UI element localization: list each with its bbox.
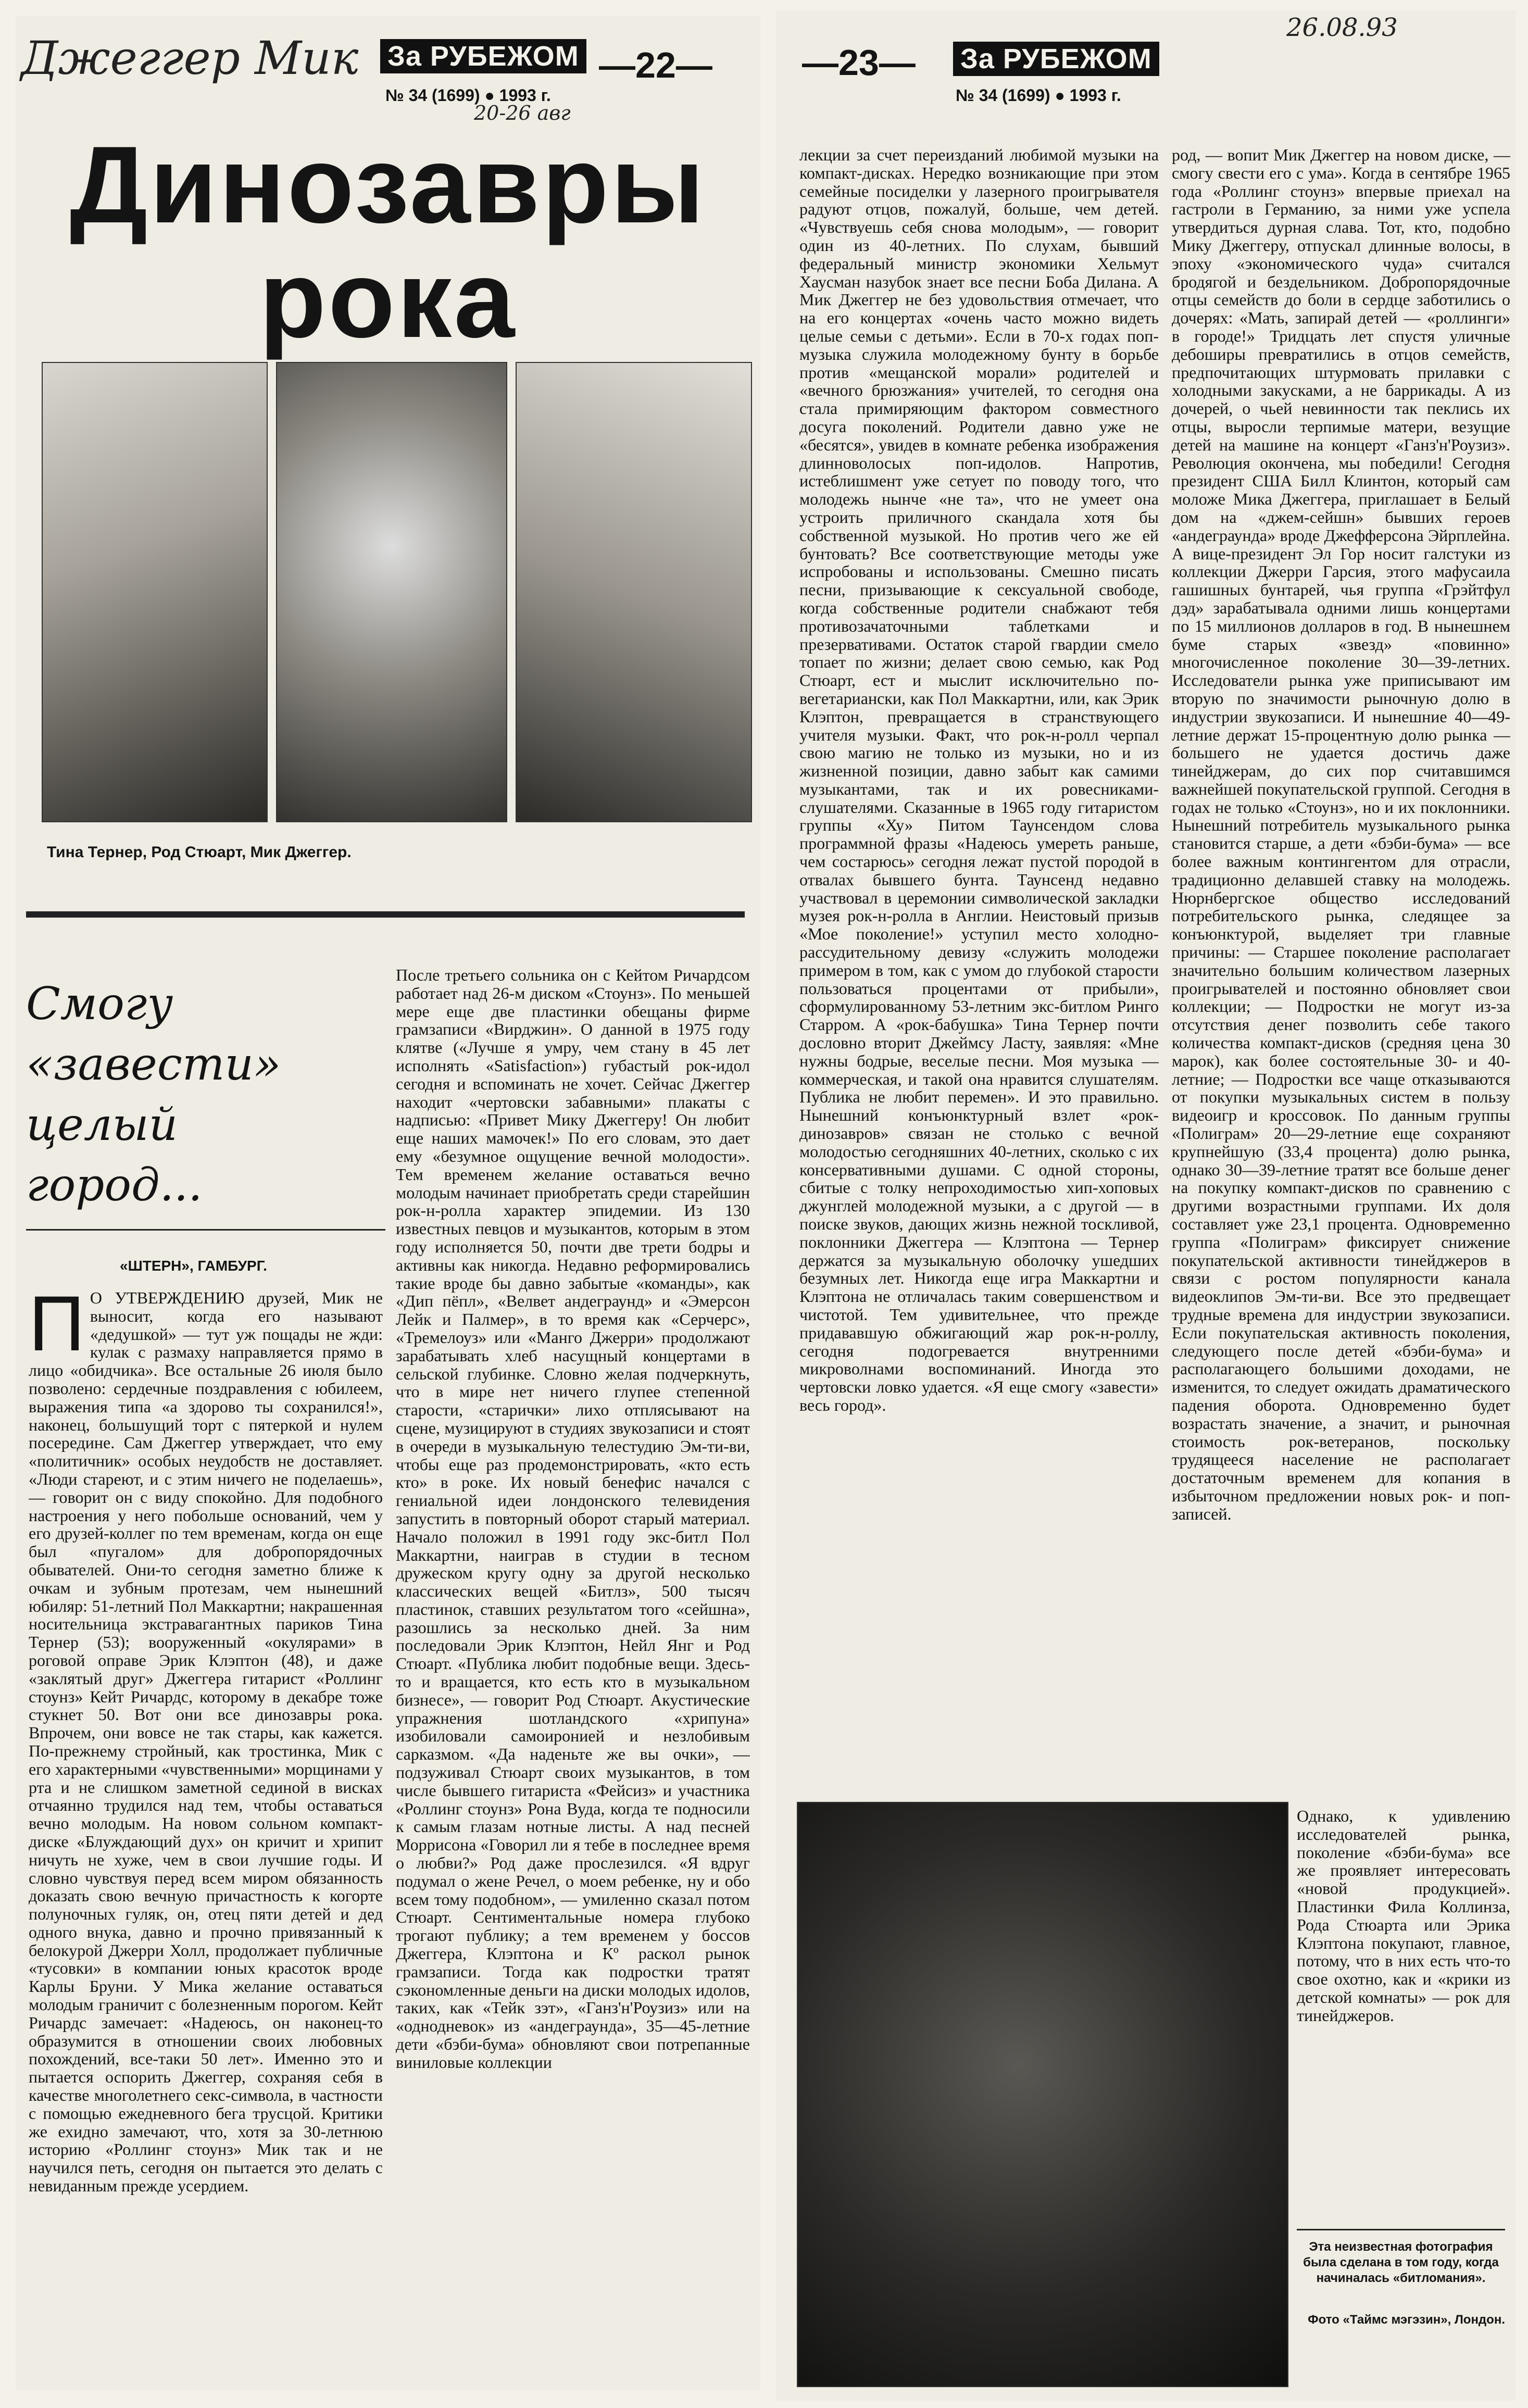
photo-caption: Тина Тернер, Род Стюарт, Мик Джеггер. [47,844,352,861]
subheadline: Смогу «завести» целый город... [26,978,281,1211]
handwritten-date: 26.08.93 [1286,13,1398,42]
left-page [16,16,760,2390]
column-2-text: После третьего сольника он с Кейтом Ричардсом работает над 26-м диском «Стоунз». По меньшей мере еще две пластинки обещаны фирме грамзаписи «Вирджин». О данной в 1975 году клятве («Лучше я умру, чем стану в 45 лет исполнять «Satisfaction») губастый рок-идол сегодня и вспоминать не хочет. Сейчас Джеггер находит «чертовски забавными» плакаты с надписью: «Привет Мику Джеггеру! Он любит еще наших мамочек!» По его словам, это дает ему «безумное ощущение вечной молодости». Тем временем желание оставаться вечно молодым начинает приобретать среди старейшин рок-н-ролла характер эпидемии. Из 130 известных певцов и музыкантов, которым в этом году исполняется 50, почти две трети бодры и активны как никогда. Недавно реформировались такие вроде бы давно забытые «команды», как «Дип пёпл», «Велвет андеграунд» и «Эмерсон Лейк и Палмер», в то время как «Серчерс», «Тремелоуз» или «Манго Джерри» продолжают зарабатывать хлеб насущный концертами в сельской глубинке. Словно желая подчеркнуть, что в мире нет ничего глупее степенной старости, «старички» лихо отплясывают на сцене, музицируют в студиях звукозаписи и стоят в очереди в музыкальную телестудию Эм-ти-ви, чтобы еще раз продемонстрировать, «кто есть кто» в роке. Их новый бенефис начался с гениальной идеи лондонского телевидения запустить в повторный оборот старый материал. Начало положил в 1991 году экс-битл Пол Маккартни, наиграв в студии в тесном дружеском кругу одну за другой несколько классических вещей «Битлз», 500 тысяч пластинок, ставших результатом того «сейшна», разошлись за несколько дней. За ним последовали Эрик Клэптон, Нейл Янг и Род Стюарт. «Публика любит подобные вещи. Здесь-то и вращается, кто есть кто в музыкальном бизнесе», — говорит Род Стюарт. Акустические упражнения шотландского «хрипуна» изобиловали самоиронией и незлобивым сарказмом. «Да наденьте же вы очки», — подзуживал Стюарт своих музыкантов, в том числе бывшего гитариста «Фейсиз» и участника «Роллинг стоунз» Рона Вуда, когда те подносили к самым глазам нотные листы. А над песней Моррисона «Говорил ли я тебе в последнее время о любви?» Род даже прослезился. «Я вдруг подумал о жене Речел, о моем ребенке, ну и обо всем тому подобном», — умиленно сказал потом Стюарт. Сентиментальные номера глубоко трогают публику; а тем временем у боссов Джеггера, Клэптона и Кº раскол рынок грамзаписи. Тогда как подростки тратят сэкономленные деньги на диски молодых идолов, таких, как «Тейк зэт», «Ганз'н'Роузиз» или на «однодневок» из «андеграунда», 35—45-летние дети «бэби-бума» обновляют свои потрепанные виниловые коллекции [396,966,750,2072]
photo-credit: Фото «Таймс мэгэзин», Лондон. [1308,2313,1505,2327]
page-number-left: —22— [599,45,712,85]
masthead-left: За РУБЕЖОМ [380,39,586,73]
section-rule [26,911,745,918]
issue-line-right: № 34 (1699) ● 1993 г. [956,86,1121,105]
source-line: «ШТЕРН», ГАМБУРГ. [120,1258,267,1274]
page-number-right: —23— [802,42,916,83]
photo-rod-stewart [276,362,507,822]
photo-tina-turner [42,362,268,822]
issue-line-left: № 34 (1699) ● 1993 г. [385,86,551,105]
article-column-2 [396,966,750,2382]
source-rule [26,1229,385,1231]
photo-note: Эта неизвестная фотография была сделана в том году, когда начиналась «битломания». [1303,2240,1499,2285]
article-column-1 [29,1289,383,2382]
headline-line1: Динозавры [69,123,707,246]
headline-line2: рока [259,238,517,360]
right-page [776,10,1516,2401]
masthead-right: За РУБЕЖОМ [953,42,1159,76]
handwritten-dates: 20-26 авг [474,102,571,124]
handwritten-name: Джеггер Мик [21,31,359,85]
dropcap: П [29,1289,85,1367]
column-5-text: Однако, к удивлению исследователей рынка, поколение «бэби-бума» все же проявляет интересовать «новой продукцией». Пластинки Фила Коллинза, Рода Стюарта или Эрика Клэптона покупают, главное, потому, что в них есть что-то свое охотно, как и «крики из детской комнаты» — рок для тинейджеров. [1297,1807,1510,2025]
photo-note-rule [1297,2229,1505,2230]
article-column-3 [799,146,1159,1771]
photo-mick-jagger [516,362,752,822]
column-1-text: О УТВЕРЖДЕНИЮ друзей, Мик не выносит, когда его называют «дедушкой» — тут уж пощады не жди: кулак с размаху направляется прямо в лицо «обидчика». Все остальные 26 июля было позволено: сердечные поздравления с юбилеем, выражения типа «а здорово ты сохранился!», наконец, большущий торт с пятеркой и нулем посередине. Сам Джеггер утверждает, что ему «политичник» особых неудобств не доставляет. «Люди стареют, и с этим ничего не поделаешь», — говорит он с виду спокойно. Для подобного настроения у него побольше оснований, чем у его друзей-коллег по тем временам, когда он еще был «пугалом» для добропорядочных обывателей. Они-то сегодня заметно ближе к очкам и зубным протезам, чем нынешний юбиляр: 51-летний Пол Маккартни; накрашенная носительница экстравагантных париков Тина Тернер (53); вооруженный «окулярами» в роговой оправе Эрик Клэптон (48), и даже «заклятый друг» Джеггера гитарист «Роллинг стоунз» Кейт Ричардс, которому в декабре тоже стукнет 50. Вот они все динозавры рока. Впрочем, они вовсе не так стары, как кажется. По-прежнему стройный, как тростинка, Мик с его характерными «чувственными» морщинами у рта и не слишком заметной сединой в висках отчаянно трудился над тем, чтобы оставаться вечно молодым. На новом сольном компакт-диске «Блуждающий дух» он кричит и хрипит ничуть не хуже, чем в свои лучшие годы. И словно чувствуя перед всем миром обязанность доказать свою вечную причастность к когорте полуночных гуляк, он, отец пяти детей и дед одного внука, давно и прочно привязанный к белокурой Джерри Холл, продолжает публичные «тусовки» в компании юных красоток вроде Карлы Бруни. У Мика желание оставаться молодым граничит с болезненным порогом. Кейт Ричардс замечает: «Надеюсь, он наконец-то образумится в отношении своих любовных похождений, все-таки 50 лет». Именно это и пытается оспорить Джеггер, сохраняя себя в качестве многолетнего секс-символа, в частности с помощью ежедневного бега трусцой. Критики же ехидно замечают, что, хотя за 30-летнюю историю «Роллинг стоунз» Мик так и не научился петь, сегодня он пытается это делать с невиданным прежде усердием. [29,1289,383,2196]
column-4-text: род, — вопит Мик Джеггер на новом диске, — смогу свести его с ума». Когда в сентябре 1965 года «Роллинг стоунз» впервые приехал на гастроли в Германию, за ними уже успела утвердиться дурная слава. Тот, кто, подобно Мику Джеггеру, отпускал длинные волосы, в эпоху «экономического чуда» считался бродягой и бездельником. Добропорядочные отцы семейств до боли в сердце заботились о дочерях: «Мать, запирай детей — «роллинги» в городе!» Тридцать лет спустя уличные дебоширы превратились в отцов семейств, предпочитающих штурмовать прилавки с холодными закусками, а не баррикады. А из дочерей, о чьей невинности так пеклись их отцы, выросли терпимые матери, везущие детей на машине на концерт «Ганз'н'Роузиз». Революция окончена, мы победили! Сегодня президент США Билл Клинтон, который сам моложе Мика Джеггера, приглашает в Белый дом на «джем-сейшн» бывших героев «андеграунда» вроде Джефферсона Эйрплейна. А вице-президент Эл Гор носит галстуки из коллекции Джерри Гарсия, этого мафусаила гашишных бунтарей, чья группа «Грэйтфул дэд» зарабатывала одними лишь концертами по 15 миллионов долларов в год. В нынешнем буме старых «звезд» «повинно» многочисленное поколение 30—39-летних. Исследователи рынка уже приписывают им вторую по значимости рыночную долю в индустрии звукозаписи. И нынешние 40—49-летние держат 15-процентную долю рынка — большего не удается достичь даже тинейджерам, до сих пор считавшимся важнейшей покупательской группой. Сегодня в годах не только «Стоунз», но и их поклонники. Нынешний потребитель музыкального рынка становится старше, а дети «бэби-бума» — все более важным контингентом для отрасли, традиционно делавшей ставку на молодежь. Нюрнбергское общество исследований потребительского рынка, следящее за конъюнктурой, выделяет три главные причины: — Старшее поколение располагает значительно большим количеством лазерных проигрывателей и постоянно обновляет свои коллекции; — Подростки не могут из-за отсутствия денег позволить себе такого количества компакт-дисков (средняя цена 30 марок), как более состоятельные 30- и 40-летние; — Подростки все чаще отказываются от покупки музыкальных систем в пользу видеоигр и кроссовок. По данным группы «Полиграм» 20—29-летние еще сохраняют крупнейшую (33,4 процента) долю рынка, однако 30—39-летние тратят все больше денег на покупку компакт-дисков по сравнению с другими возрастными группами. Их доля составляет уже 23,1 процента. Одновременно группа «Полиграм» фиксирует снижение покупательской активности тинейджеров в связи с ростом популярности канала видеоклипов Эм-ти-ви. Все это предвещает трудные времена для индустрии звукозаписи. Если покупательская активность поколения, следующего после детей «бэби-бума» и располагающего большими доходами, не изменится, то следует ожидать драматического падения оборота. Одновременно будет возрастать значение, а значит, и рыночная стоимость рок-ветеранов, поскольку трудящееся население не располагает достаточным временем для копания в избыточном предложении новых рок- и поп-записей. [1172,146,1510,1523]
photo-beatles [797,1802,1288,2387]
article-column-5 [1297,1807,1510,2203]
article-column-4 [1172,146,1510,1797]
column-3-text: лекции за счет переизданий любимой музыки на компакт-дисках. Нередко возникающие при этом семейные посиделки у лазерного проигрывателя радуют отцов, пожалуй, больше, чем детей. «Чувствуешь себя снова молодым», — говорит один из 40-летних. По слухам, бывший федеральный министр экономики Хельмут Хаусман назубок знает все песни Боба Дилана. А Мик Джеггер не без удовольствия отмечает, что на его концертах «очень часто можно видеть целые семьи с детьми». Если в 70-х годах поп-музыка служила молодежному бунту в борьбе против «мещанской морали» родителей и «вечного брюзжания» учителей, то сегодня она стала примиряющим фактором совместного досуга поколений. Родители давно уже не «бесятся», увидев в комнате ребенка изображения длинноволосых поп-идолов. Напротив, истеблишмент уже сетует по поводу того, что молодежь нынче «не та», что не умеет она устроить приличного скандала хотя бы собственной музыкой. Но против чего же ей бунтовать? Все соответствующие методы уже испробованы и использованы. Смешно писать песни, призывающие к сексуальной свободе, когда собственные родители снабжают тебя противозачаточными таблетками и презервативами. Остаток старой гвардии смело топает по жизни; делает свою семью, как Род Стюарт, ест и мыслит исключительно по-вегетариански, как Пол Маккартни, или, как Эрик Клэптон, превращается в странствующего учителя музыки. Факт, что рок-н-ролл черпал свою магию не только из музыки, но и из жизненной позиции, давно забыт как самими музыкантами, так и их ровесниками-слушателями. Сказанные в 1965 году гитаристом группы «Ху» Питом Таунсендом слова программной фразы «Надеюсь умереть раньше, чем состарюсь» сегодня лежат пустой породой в отвалах бывшего бунта. Таунсенд недавно участвовал в церемонии символической закладки музея рок-н-ролла в Англии. Неистовый призыв «Мое поколение!» уступил место холодно-рассудительному девизу «служить молодежи примером в том, как с умом до глубокой старости пользоваться процентами от прибыли», сформулированному 53-летним экс-битлом Ринго Старром. А «рок-бабушка» Тина Тернер почти дословно вторит Джеймсу Ласту, заявляя: «Мне нужны бодрые, веселые песни. Моя музыка — коммерческая, и такой она нравится слушателям. Публика не любит перемен». И это правильно. Нынешний конъюнктурный взлет «рок-динозавров» связан не столько с вечной молодостью сегодняшних 40-летних, сколько с их консервативными душами. С одной стороны, сбитые с толку непроходимостью хип-хоповых джунглей молодежной музыки, а с другой — в поиске звуков, дающих жизнь нежной тоскливой, поклонники Джеггера — Клэптона — Тернер держатся за музыкальную оболочку ушедших безумных лет. Никогда еще игра Маккартни и Клэптона не отличалась таким совершенством и чистотой. Тем удивительнее, что прежде придававшую обжигающий жар рок-н-роллу, сегодня подогревается внутренними микроволнами воспоминаний. Иногда это чертовски ловко удается. «Я еще смогу «завести» весь город». [799,146,1159,1414]
